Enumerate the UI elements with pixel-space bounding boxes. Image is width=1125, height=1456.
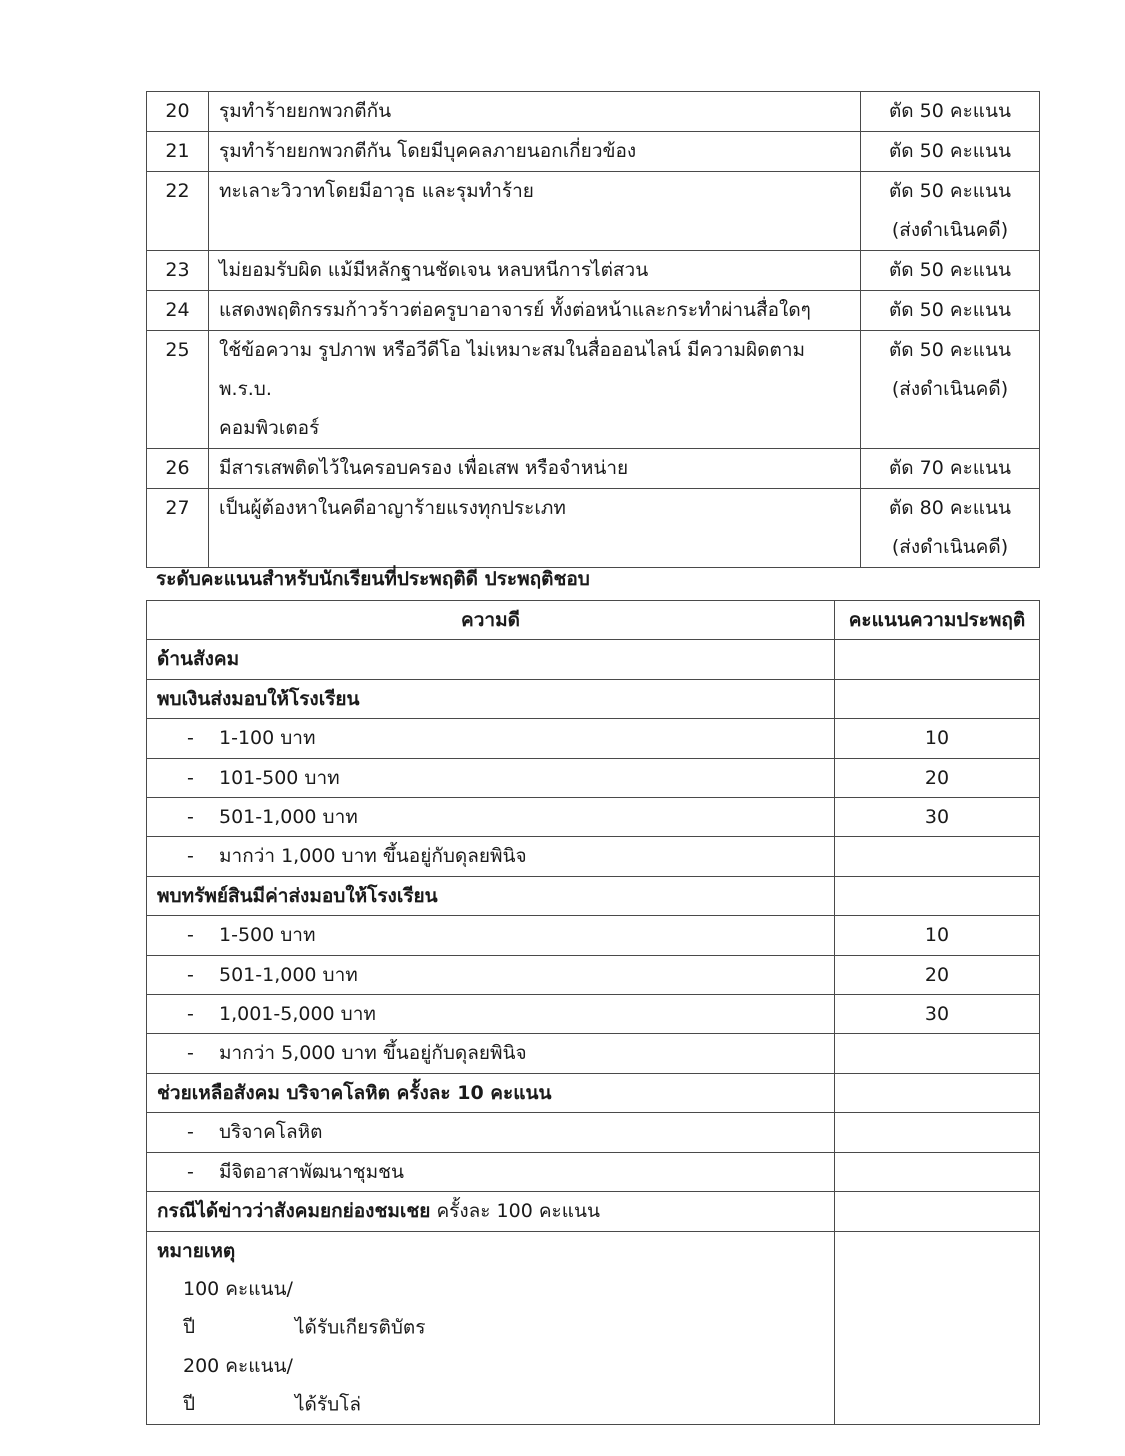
score-cell: [835, 1113, 1040, 1152]
column-header-score: คะแนนความประพฤติ: [835, 601, 1040, 640]
violation-description: แสดงพฤติกรรมก้าวร้าวต่อครูบาอาจารย์ ทั้งต่อหน้าและกระทำผ่านสื่อใดๆ: [209, 291, 861, 331]
subcategory-label: พบเงินส่งมอบให้โรงเรียน: [147, 679, 835, 718]
good-behavior-table: [146, 600, 1040, 1425]
section-heading: ระดับคะแนนสำหรับนักเรียนที่ประพฤติดี ประพฤติชอบ: [156, 568, 590, 590]
penalty: ตัด 50 คะแนน: [861, 92, 1040, 132]
score-cell: [835, 679, 1040, 718]
table-row: [147, 251, 1040, 291]
item-cell: [147, 1113, 835, 1152]
score: 10: [835, 916, 1040, 955]
item-label: 501-1,000 บาท: [219, 806, 358, 829]
item-cell: [147, 916, 835, 955]
item-label: บริจาคโลหิต: [219, 1121, 323, 1144]
table-row: [147, 798, 1040, 837]
table-row: [147, 92, 1040, 132]
penalty: ตัด 50 คะแนน: [861, 251, 1040, 291]
bullet-dash: -: [187, 727, 194, 750]
score: 30: [835, 995, 1040, 1034]
score-cell: [835, 1152, 1040, 1191]
subcategory-label: พบทรัพย์สินมีค่าส่งมอบให้โรงเรียน: [147, 876, 835, 915]
score-cell: [835, 640, 1040, 679]
subcategory-row: [147, 1192, 1040, 1231]
table-row: [147, 449, 1040, 489]
violation-description: รุมทำร้ายยกพวกตีกัน: [209, 92, 861, 132]
score-cell: [835, 876, 1040, 915]
item-cell: [147, 995, 835, 1034]
penalty: ตัด 50 คะแนน: [861, 291, 1040, 331]
item-cell: [147, 1152, 835, 1191]
row-number: 21: [147, 132, 209, 172]
item-label: 101-500 บาท: [219, 766, 340, 789]
subcategory-row: [147, 679, 1040, 718]
row-number: 24: [147, 291, 209, 331]
bullet-dash: -: [187, 845, 194, 868]
subcategory-row: [147, 1073, 1040, 1112]
praise-label: กรณีได้ข่าวว่าสังคมยกย่องชมเชย: [157, 1200, 431, 1223]
score: 30: [835, 798, 1040, 837]
table-row: [147, 955, 1040, 994]
violation-description: ใช้ข้อความ รูปภาพ หรือวีดีโอ ไม่เหมาะสมในสื่อออนไลน์ มีความผิดตาม พ.ร.บ.: [219, 339, 806, 400]
score: 20: [835, 758, 1040, 797]
score: [835, 1034, 1040, 1073]
table-row: [147, 758, 1040, 797]
row-number: 27: [147, 489, 209, 568]
violation-description: รุมทำร้ายยกพวกตีกัน โดยมีบุคคลภายนอกเกี่ยวข้อง: [209, 132, 861, 172]
table-header-row: [147, 601, 1040, 640]
table-row: [147, 719, 1040, 758]
violation-description: มีสารเสพติดไว้ในครอบครอง เพื่อเสพ หรือจำหน่าย: [209, 449, 861, 489]
note-points: 100 คะแนน/ปี: [183, 1277, 293, 1339]
score: 20: [835, 955, 1040, 994]
penalty: ตัด 50 คะแนน: [888, 180, 1012, 202]
item-cell: [147, 955, 835, 994]
bullet-dash: -: [187, 806, 194, 829]
note-points: 200 คะแนน/ปี: [183, 1354, 293, 1416]
score-cell: [835, 1231, 1040, 1424]
violation-description-cont: คอมพิวเตอร์: [219, 417, 320, 439]
violations-table: [146, 91, 1040, 568]
penalty-note: (ส่งดำเนินคดี): [891, 219, 1009, 241]
item-label: มากว่า 1,000 บาท ขึ้นอยู่กับดุลยพินิจ: [219, 845, 527, 868]
score: 10: [835, 719, 1040, 758]
score-cell: [835, 1073, 1040, 1112]
row-number: 26: [147, 449, 209, 489]
table-row: [147, 995, 1040, 1034]
violation-description: เป็นผู้ต้องหาในคดีอาญาร้ายแรงทุกประเภท: [209, 489, 861, 568]
note-reward: ได้รับเกียรติบัตร: [295, 1316, 426, 1339]
bullet-dash: -: [187, 924, 194, 947]
penalty-cell: [861, 331, 1040, 449]
penalty: ตัด 70 คะแนน: [861, 449, 1040, 489]
penalty-cell: [861, 172, 1040, 251]
table-row: [147, 132, 1040, 172]
table-row: [147, 837, 1040, 876]
row-number: 22: [147, 172, 209, 251]
item-cell: [147, 837, 835, 876]
note-reward: ได้รับโล่: [295, 1393, 362, 1416]
violation-description-cell: [209, 331, 861, 449]
table-row: [147, 1113, 1040, 1152]
category-label: ด้านสังคม: [147, 640, 835, 679]
penalty-cell: [861, 489, 1040, 568]
score-cell: [835, 1192, 1040, 1231]
table-row: [147, 916, 1040, 955]
note-line: [157, 1347, 834, 1424]
bullet-dash: -: [187, 1003, 194, 1026]
praise-cell: [147, 1192, 835, 1231]
bullet-dash: -: [187, 1160, 194, 1183]
item-label: 1-500 บาท: [219, 924, 316, 947]
penalty: ตัด 50 คะแนน: [888, 339, 1012, 361]
violation-description: ทะเลาะวิวาทโดยมีอาวุธ และรุมทำร้าย: [209, 172, 861, 251]
item-label: 1,001-5,000 บาท: [219, 1003, 376, 1026]
item-cell: [147, 758, 835, 797]
notes-cell: [147, 1231, 835, 1424]
table-row: [147, 1034, 1040, 1073]
item-label: มีจิตอาสาพัฒนาชุมชน: [219, 1160, 404, 1183]
item-label: มากว่า 5,000 บาท ขึ้นอยู่กับดุลยพินิจ: [219, 1042, 527, 1065]
bullet-dash: -: [187, 766, 194, 789]
penalty: ตัด 50 คะแนน: [861, 132, 1040, 172]
praise-points: ครั้งละ 100 คะแนน: [430, 1200, 600, 1223]
notes-title: หมายเหตุ: [157, 1239, 236, 1262]
row-number: 25: [147, 331, 209, 449]
row-number: 23: [147, 251, 209, 291]
item-cell: [147, 719, 835, 758]
column-header-virtue: ความดี: [147, 601, 835, 640]
violation-description: ไม่ยอมรับผิด แม้มีหลักฐานชัดเจน หลบหนีการไต่สวน: [209, 251, 861, 291]
bullet-dash: -: [187, 1042, 194, 1065]
category-row: [147, 640, 1040, 679]
score: [835, 837, 1040, 876]
bullet-dash: -: [187, 963, 194, 986]
subcategory-row: [147, 876, 1040, 915]
penalty: ตัด 80 คะแนน: [888, 497, 1012, 519]
table-row: [147, 331, 1040, 449]
notes-row: [147, 1231, 1040, 1424]
item-cell: [147, 798, 835, 837]
item-label: 501-1,000 บาท: [219, 963, 358, 986]
row-number: 20: [147, 92, 209, 132]
table-row: [147, 1152, 1040, 1191]
subcategory-label: ช่วยเหลือสังคม บริจาคโลหิต ครั้งละ 10 คะแนน: [147, 1073, 835, 1112]
table-row: [147, 489, 1040, 568]
item-label: 1-100 บาท: [219, 727, 316, 750]
penalty-note: (ส่งดำเนินคดี): [891, 378, 1009, 400]
table-row: [147, 291, 1040, 331]
note-line: [157, 1270, 834, 1347]
item-cell: [147, 1034, 835, 1073]
bullet-dash: -: [187, 1121, 194, 1144]
penalty-note: (ส่งดำเนินคดี): [891, 536, 1009, 558]
table-row: [147, 172, 1040, 251]
